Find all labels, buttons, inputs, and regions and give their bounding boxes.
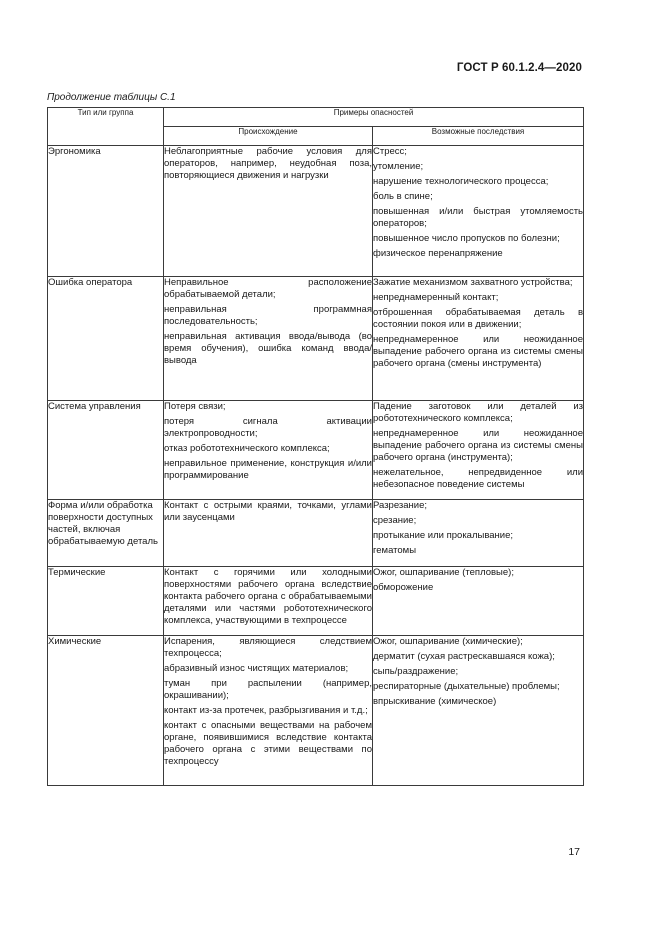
row-consequences: Ожог, ошпаривание (химические); дерматит (сухая растрескавшаяся кожа); сыпь/раздражение; респираторные (дыхательные) проблемы; впрыскивание (химическое) [373,636,584,786]
table-row [48,401,584,500]
row-consequences: Разрезание; срезание; протыкание или прокалывание; гематомы [373,500,584,567]
row-consequences: Падение заготовок или деталей из робототехнического комплекса; непреднамеренное или неожиданное выпадение рабочего органа из системы смены рабочего органа (инструмента); нежелательное, непредвиденное или небезопасное поведение системы [373,401,584,500]
table-caption: Продолжение таблицы С.1 [47,92,176,103]
header-examples: Примеры опасностей [164,108,584,127]
row-origin: Контакт с острыми краями, точками, углами или заусенцами [164,500,373,567]
row-type: Эргономика [48,146,164,277]
header-origin: Происхождение [164,127,373,146]
row-origin: Неблагоприятные рабочие условия для операторов, например, неудобная поза, повторяющиеся движения и нагрузки [164,146,373,277]
table-row [48,567,584,636]
row-consequences: Ожог, ошпаривание (тепловые); обморожение [373,567,584,636]
row-origin: Контакт с горячими или холодными поверхностями рабочего органа вследствие контакта рабочего органа с обрабатываемыми деталями или частями робототехнического комплекса, участвующими в техпроцессе [164,567,373,636]
hazards-table [47,107,584,786]
row-type: Химические [48,636,164,786]
page-number: 17 [568,846,580,858]
row-consequences: Стресс; утомление; нарушение технологического процесса; боль в спине; повышенная и/или быстрая утомляемость операторов; повышенное число пропусков по болезни; физическое перенапряжение [373,146,584,277]
row-type: Ошибка оператора [48,277,164,401]
table-row [48,277,584,401]
row-consequences: Зажатие механизмом захватного устройства; непреднамеренный контакт; отброшенная обрабатываемая деталь в состоянии покоя или в движении; непреднамеренное или неожиданное выпадение рабочего органа из системы смены рабочего органа (смены инструмента) [373,277,584,401]
row-type: Термические [48,567,164,636]
row-origin: Испарения, являющиеся следствием техпроцесса; абразивный износ чистящих материалов; туман при распылении (например, окрашивании); контакт из-за протечек, разбрызгивания и т.д.; контакт с опасными веществами на рабочем органе, появившимися вследствие контакта рабочего органа с этими веществами по техпроцессу [164,636,373,786]
row-origin: Неправильное расположение обрабатываемой детали; неправильная программная последовательность; неправильная активация ввода/вывода (во время обучения), ошибка команд ввода/вывода [164,277,373,401]
table-row [48,500,584,567]
row-type: Форма и/или обработка поверхности доступных частей, включая обрабатываемую деталь [48,500,164,567]
table-row [48,146,584,277]
row-type: Система управления [48,401,164,500]
row-origin: Потеря связи; потеря сигнала активации электропроводности; отказ робототехнического комплекса; неправильное применение, конструкция и/или программирование [164,401,373,500]
header-consequences: Возможные последствия [373,127,584,146]
table-row [48,636,584,786]
document-code: ГОСТ Р 60.1.2.4—2020 [456,62,582,74]
header-type: Тип или группа [48,108,164,146]
